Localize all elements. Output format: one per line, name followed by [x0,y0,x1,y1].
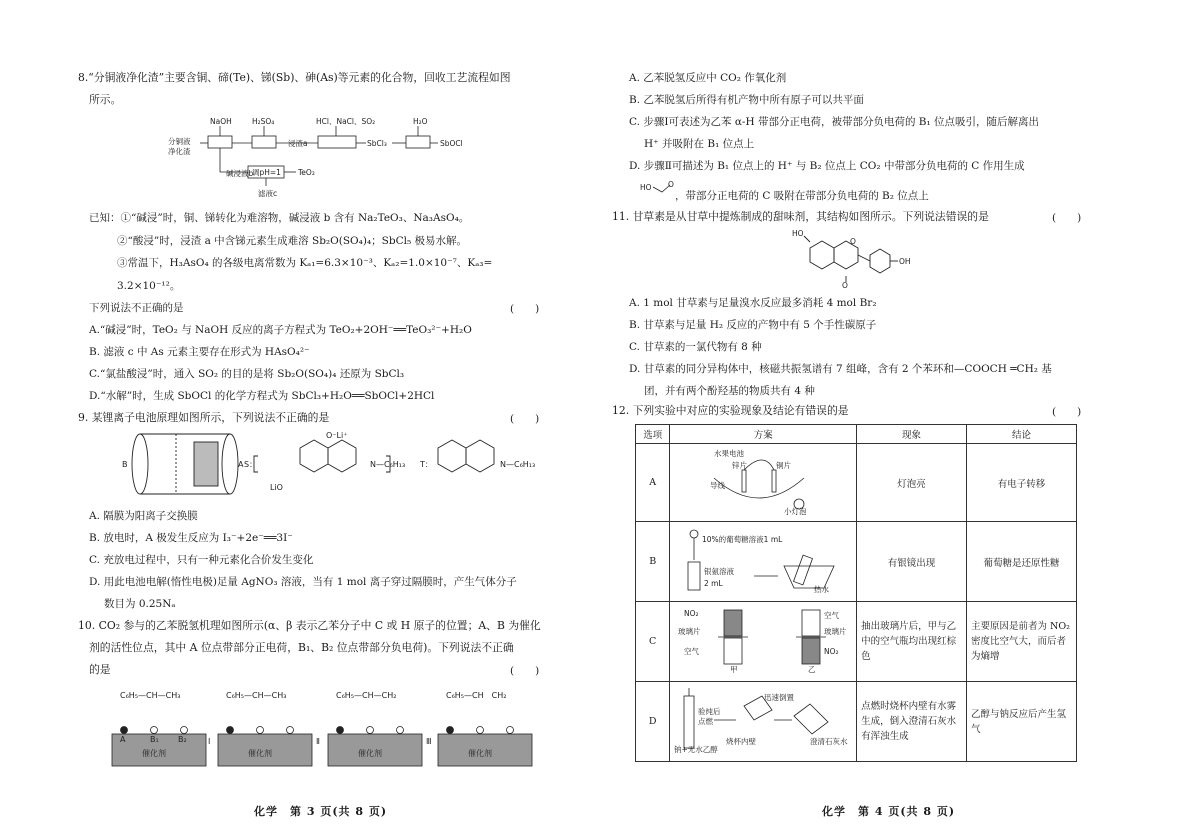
flow-mid-sbocl: SbOCl [440,139,463,148]
row-a-option: A [636,444,670,522]
svg-text:玻璃片: 玻璃片 [824,627,847,636]
q9-option-d-line2: 数目为 0.25Nₐ [104,598,176,610]
svg-text:O: O [850,237,856,246]
q8-answer-paren: ( ) [510,303,540,315]
svg-text:迅速倒置: 迅速倒置 [764,693,795,702]
no2-diffusion-apparatus-image [674,606,847,674]
q8-ask: 下列说法不正确的是 [89,302,184,314]
svg-text:导线: 导线 [710,481,726,490]
step-label-3: Ⅲ [426,737,432,746]
q11-answer-paren: ( ) [1052,212,1082,224]
q10-stem-line1: 10. CO₂ 参与的乙苯脱氢机理如图所示(α、β 表示乙苯分子中 C 或 H 原子的位置；A、B 为催化 [78,619,541,632]
q10-option-b: B. 乙苯脱氢后所得有机产物中所有原子可以共平面 [629,94,864,106]
svg-text:银氨溶液: 银氨溶液 [704,567,735,576]
silver-mirror-apparatus-image [674,526,844,594]
svg-text:A: A [238,460,244,469]
q8-option-a: A.“碱浸”时，TeO₂ 与 NaOH 反应的离子方程式为 TeO₂+2OH⁻══TeO₃²⁻+H₂O [89,324,472,336]
catalyst-label-2: 催化剂 [248,749,272,758]
row-a-conclusion: 有电子转移 [967,444,1077,522]
q11-option-a: A. 1 mol 甘草素与足量溴水反应最多消耗 4 mol Br₂ [629,297,877,309]
q9-option-b: B. 放电时，A 极发生反应为 I₃⁻+2e⁻══3I⁻ [89,532,293,544]
svg-text:点燃: 点燃 [698,717,714,726]
svg-text:NO₂: NO₂ [684,609,699,618]
svg-text:B: B [122,460,128,469]
flow-lower-filtrate-c: 滤液c [258,189,278,198]
left-page-footer: 化学 第 3 页(共 8 页) [254,805,388,818]
liquiritigenin-structure [790,230,920,288]
row-c-option: C [636,602,670,682]
flow-box-acid-leach [252,136,276,148]
svg-text:OH: OH [899,257,911,266]
q12-answer-paren: ( ) [1052,406,1082,418]
q8-known-3: ③常温下，H₃AsO₄ 的各级电离常数为 Kₐ₁=6.3×10⁻³、Kₐ₂=1.0×10⁻⁷、Kₐ₃= [117,257,493,269]
flow-lower-liquid-b: 碱浸液b [226,169,254,178]
svg-text:空气: 空气 [684,647,700,656]
row-d-conclusion: 乙醇与钠反应后产生氢气 [967,682,1077,762]
row-c-conclusion: 主要原因是前者为 NO₂ 密度比空气大，而后者为熵增 [967,602,1077,682]
q12-stem: 12. 下列实验中对应的实验现象及结论有错误的是 [612,404,849,417]
svg-text:C₆H₅—CH CH₂: C₆H₅—CH CH₂ [446,691,507,700]
header-plan: 方案 [670,425,857,444]
flow-box-chloride-leach [318,136,356,148]
q11-option-b: B. 甘草素与足量 H₂ 反应的产物中有 5 个手性碳原子 [629,319,877,331]
svg-text:HO: HO [792,229,804,238]
q9-option-c: C. 充放电过程中，只有一种元素化合价发生变化 [89,554,314,566]
table-row [636,602,1077,682]
q8-known-4: 3.2×10⁻¹²。 [117,280,181,292]
header-phenomenon: 现象 [857,425,967,444]
q8-option-c: C.“氯盐酸浸”时，通入 SO₂ 的目的是将 Sb₂O(SO₄)₄ 还原为 SbCl₃ [89,368,405,380]
svg-text:玻璃片: 玻璃片 [678,627,701,636]
svg-text:澄清石灰水: 澄清石灰水 [810,737,848,746]
row-d-phenomenon: 点燃时烧杯内壁有水雾生成，倒入澄清石灰水有浑浊生成 [857,682,967,762]
svg-text:空气: 空气 [824,611,840,620]
svg-text:净化渣: 净化渣 [168,147,191,156]
svg-text:甲: 甲 [730,665,738,674]
q10-option-d-line1: D. 步骤Ⅱ可描述为 B₁ 位点上的 H⁺ 与 B₂ 位点上 CO₂ 中带部分负电荷的 C 作用生成 [629,160,1025,172]
svg-text:锌片: 锌片 [732,461,748,470]
svg-text:N—C₆H₁₃: N—C₆H₁₃ [500,460,536,469]
q10-option-c-line1: C. 步骤Ⅰ可表述为乙苯 α-H 带部分正电荷，被带部分负电荷的 B₁ 位点吸引，随后解离出 [629,116,1040,128]
q10-option-c-line2: H⁺ 并吸附在 B₁ 位点上 [644,138,755,150]
q10-stem-line3: 的是 [89,663,111,676]
catalyst-label-3: 催化剂 [358,749,382,758]
flow-box-alkali-leach [208,136,232,148]
svg-text:C₆H₅—CH—CH₂: C₆H₅—CH—CH₂ [336,691,397,700]
flow-reagent-naoh: NaOH [210,117,232,126]
row-b-option: B [636,522,670,602]
q8-option-b: B. 滤液 c 中 As 元素主要存在形式为 HAsO₄²⁻ [89,346,310,358]
flow-lower-ph: 调pH=1 [252,168,281,177]
catalyst-label-4: 催化剂 [468,749,492,758]
step-label-2: Ⅱ [316,737,320,746]
svg-text:B₁: B₁ [150,735,159,744]
svg-text:验纯后: 验纯后 [698,707,721,716]
flow-lower-teo2: TeO₂ [298,168,315,177]
table-row [636,522,1077,602]
q9-option-a: A. 隔膜为阳离子交换膜 [89,510,198,522]
q10-mechanism-figure [112,684,532,772]
q9-answer-paren: ( ) [510,413,540,425]
svg-text:HO: HO [640,183,652,192]
svg-text:O⁻Li⁺: O⁻Li⁺ [326,431,348,440]
q9-option-d-line1: D. 用此电池电解(惰性电极)足量 AgNO₃ 溶液，当有 1 mol 离子穿过隔膜时，产生气体分子 [89,576,517,588]
q10-answer-paren: ( ) [510,665,540,677]
svg-text:乙: 乙 [808,665,816,674]
svg-text:S：: S： [244,460,258,469]
table-row [636,444,1077,522]
q11-option-d-line1: D. 甘草素的同分异构体中，核磁共振氢谱有 7 组峰，含有 2 个苯环和—COOCH ═CH₂ 基 [629,363,1052,375]
svg-text:LiO: LiO [270,483,283,492]
row-c-phenomenon: 抽出玻璃片后，甲与乙中的空气瓶均出现红棕色 [857,602,967,682]
q10-stem-line2: 剂的活性位点，其中 A 位点带部分正电荷，B₁、B₂ 位点带部分负电荷)。下列说法不正确 [89,641,514,654]
q8-known-2: ②“酸浸”时，浸渣 a 中含锑元素生成难溶 Sb₂O(SO₄)₄；SbCl₅ 极易水解。 [117,235,468,247]
q10-option-a: A. 乙苯脱氢反应中 CO₂ 作氧化剂 [629,72,787,84]
svg-text:T：: T： [420,460,433,469]
flow-box-hydrolysis [406,136,430,148]
fruit-battery-apparatus-image [674,448,844,514]
hooco-fragment [640,178,680,200]
header-option: 选项 [636,425,670,444]
svg-text:铜片: 铜片 [776,461,792,470]
q11-option-d-line2: 团，并有两个酚羟基的物质共有 4 种 [644,385,815,397]
q12-experiment-table [635,424,1077,762]
table-row [636,682,1077,762]
flow-mid-slag-a: 浸渣a [288,139,308,148]
q8-process-flowchart [168,114,478,204]
q11-option-c: C. 甘草素的一氯代物有 8 种 [629,341,762,353]
flow-reagent-hcl: HCl、NaCl、SO₂ [316,117,376,126]
q8-option-d: D.“水解”时，生成 SbOCl 的化学方程式为 SbCl₃+H₂O══SbOCl+2HCl [89,390,435,402]
step-label-1: Ⅰ [208,737,211,746]
row-b-phenomenon: 有银镜出现 [857,522,967,602]
header-conclusion: 结论 [967,425,1077,444]
q11-stem: 11. 甘草素是从甘草中提炼制成的甜味剂，其结构如图所示。下列说法错误的是 [612,210,989,223]
q8-stem-line1: 8.“分铜液净化渣”主要含铜、碲(Te)、锑(Sb)、砷(As)等元素的化合物，回收工艺流程如图 [78,71,511,84]
q9-stem: 9. 某锂离子电池原理如图所示，下列说法不正确的是 [78,411,330,424]
svg-text:A: A [120,735,126,744]
row-d-option: D [636,682,670,762]
row-b-apparatus [670,522,857,602]
table-header-row [636,425,1077,444]
svg-text:小灯泡: 小灯泡 [784,507,807,516]
flow-start-label: 分铜液 [168,137,191,146]
q9-battery-figure [120,428,536,500]
flow-reagent-h2so4: H₂SO₄ [252,117,275,126]
flow-mid-sbcl5: SbCl₃ [367,139,387,148]
svg-text:O: O [668,180,674,189]
row-c-apparatus [670,602,857,682]
svg-text:C₆H₅—CH—CH₃: C₆H₅—CH—CH₃ [226,691,287,700]
row-a-phenomenon: 灯泡亮 [857,444,967,522]
svg-text:热水: 热水 [814,585,830,594]
svg-text:N—C₆H₁₃: N—C₆H₁₃ [370,460,406,469]
row-b-conclusion: 葡萄糖是还原性糖 [967,522,1077,602]
row-a-apparatus [670,444,857,522]
svg-text:O: O [842,281,848,290]
q10-option-d-line2: ，带部分正电荷的 C 吸附在带部分负电荷的 B₂ 位点上 [675,190,929,202]
q8-known-1: 已知：①“碱浸”时，铜、锑转化为难溶物，碱浸液 b 含有 Na₂TeO₃、Na₃AsO₄。 [89,212,470,224]
flow-reagent-h2o: H₂O [413,117,428,126]
svg-text:2 mL: 2 mL [704,579,724,588]
row-d-apparatus [670,682,857,762]
svg-text:C₆H₅—CH—CH₃: C₆H₅—CH—CH₃ [120,691,181,700]
svg-text:钠+无水乙醇: 钠+无水乙醇 [674,745,719,754]
catalyst-label-1: 催化剂 [142,749,166,758]
svg-text:B₂: B₂ [178,735,187,744]
ethanol-sodium-apparatus-image [674,686,848,754]
svg-text:水果电池: 水果电池 [714,449,745,458]
svg-text:烧杯内壁: 烧杯内壁 [726,737,757,746]
svg-text:10%的葡萄糖溶液1 mL: 10%的葡萄糖溶液1 mL [702,535,783,544]
q8-stem-line2: 所示。 [89,93,122,106]
svg-text:NO₂: NO₂ [824,647,839,656]
right-page-footer: 化学 第 4 页(共 8 页) [822,805,956,818]
